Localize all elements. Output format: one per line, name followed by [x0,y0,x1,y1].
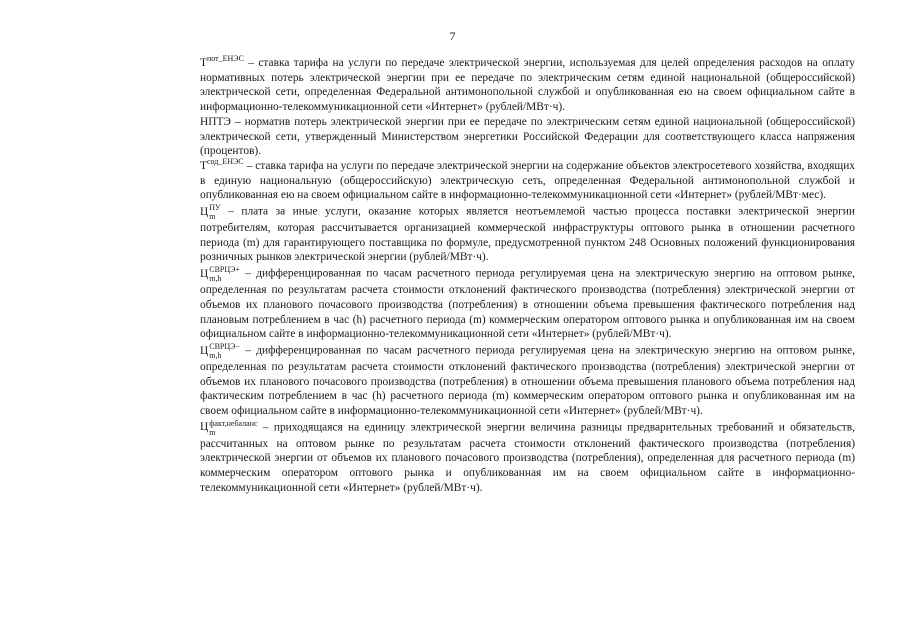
definition-t-pot-enes [200,56,855,115]
definition-c-svrce-minus [200,342,855,419]
symbol-c-svrce-plus: Ц СВРЦЭ+ m,h [200,265,240,284]
definition-npte [200,115,855,159]
definition-text: – плата за иные услуги, оказание которых является неотъемлемой частью процесса поставки электрической энергии потребителям, которая рассчитывается организацией коммерческой инфраструктуры оптового рынка в отношении расчетного периода (m) для гарантирующего поставщика по формуле, предусмотренной пунктом 248 Основных положений функционирования розничных рынков электрической энергии (рублей/МВт·ч). [200,205,855,264]
symbol-npte: НПТЭ [200,115,231,128]
symbol-c-svrce-minus: Ц СВРЦЭ− m,h [200,341,240,360]
symbol-c-fakt-nebalans: Ц факт,небаланс m [200,418,258,437]
definition-text: – дифференцированная по часам расчетного периода регулируемая цена на электрическую энергию на оптовом рынке, определенная по результатам расчета стоимости отклонений фактического производства (потребления) электрической энергии от объемов их планового почасового производства (потребления) в отношении объема превышения фактического потребления над плановым потреблением в час (h) расчетного периода (m) коммерческим оператором оптового рынка и опубликованная им на своем официальном сайте в информационно-телекоммуникационной сети «Интернет» (рублей/МВт·ч). [200,267,855,341]
symbol-t-pot-enes: $Т^{пот\_ЕНЭС}$ [200,54,244,69]
definitions-list [200,56,855,496]
definition-c-fakt-nebalans [200,419,855,496]
page-number: 7 [449,29,456,43]
definition-text: – дифференцированная по часам расчетного периода регулируемая цена на электрическую энергию на оптовом рынке, определенная по результатам расчета стоимости отклонений фактического производства (потребления) электрической энергии от объемов их планового почасового производства (потребления) в отношении объема превышения планового объема потребления над фактическим потреблением в час (h) расчетного периода (m) коммерческим оператором оптового рынка и опубликованная им на своем официальном сайте в информационно-телекоммуникационной сети «Интернет» (рублей/МВт·ч). [200,344,855,418]
definition-text: – ставка тарифа на услуги по передаче электрической энергии на содержание объектов электросетевого хозяйства, входящих в единую национальную (общероссийскую) электрическую сеть, определенная Федеральной антимонопольной службой и опубликованная ею на своем официальном сайте в информационно-телекоммуникационной сети «Интернет» (рублей/МВт·мес). [200,159,855,202]
definition-text: – приходящаяся на единицу электрической энергии величина разницы предварительных требований и обязательств, рассчитанных на оптовом рынке по результатам расчета стоимости отклонений фактического производства (потребления) электрической энергии от объемов их планового почасового производства (потребления), определенная для расчетного периода (m) коммерческим оператором оптового рынка и опубликованная им на своем официальном сайте в информационно-телекоммуникационной сети «Интернет» (рублей/МВт·ч). [200,421,856,494]
symbol-c-pu: Ц ПУ m [200,203,221,222]
definition-c-pu [200,203,855,265]
definition-text: – норматив потерь электрической энергии при ее передаче по электрическим сетям единой национальной (общероссийской) электрической сети, утвержденный Министерством энергетики Российской Федерации для соответствующего класса напряжения (процентов). [200,115,855,158]
definition-text: – ставка тарифа на услуги по передаче электрической энергии, используемая для целей определения расходов на оплату нормативных потерь электрической энергии при ее передаче по электрическим сетям единой национальной (общероссийской) электрической сети, определенная Федеральной антимонопольной службой и опубликованная ею на своем официальном сайте в информационно-телекоммуникационной сети «Интернет» (рублей/МВт·ч). [200,57,855,114]
definition-c-svrce-plus [200,265,855,342]
symbol-t-sod-enes: $Т^{сод\_ЕНЭС}$ [200,157,244,172]
definition-t-sod-enes [200,159,855,203]
